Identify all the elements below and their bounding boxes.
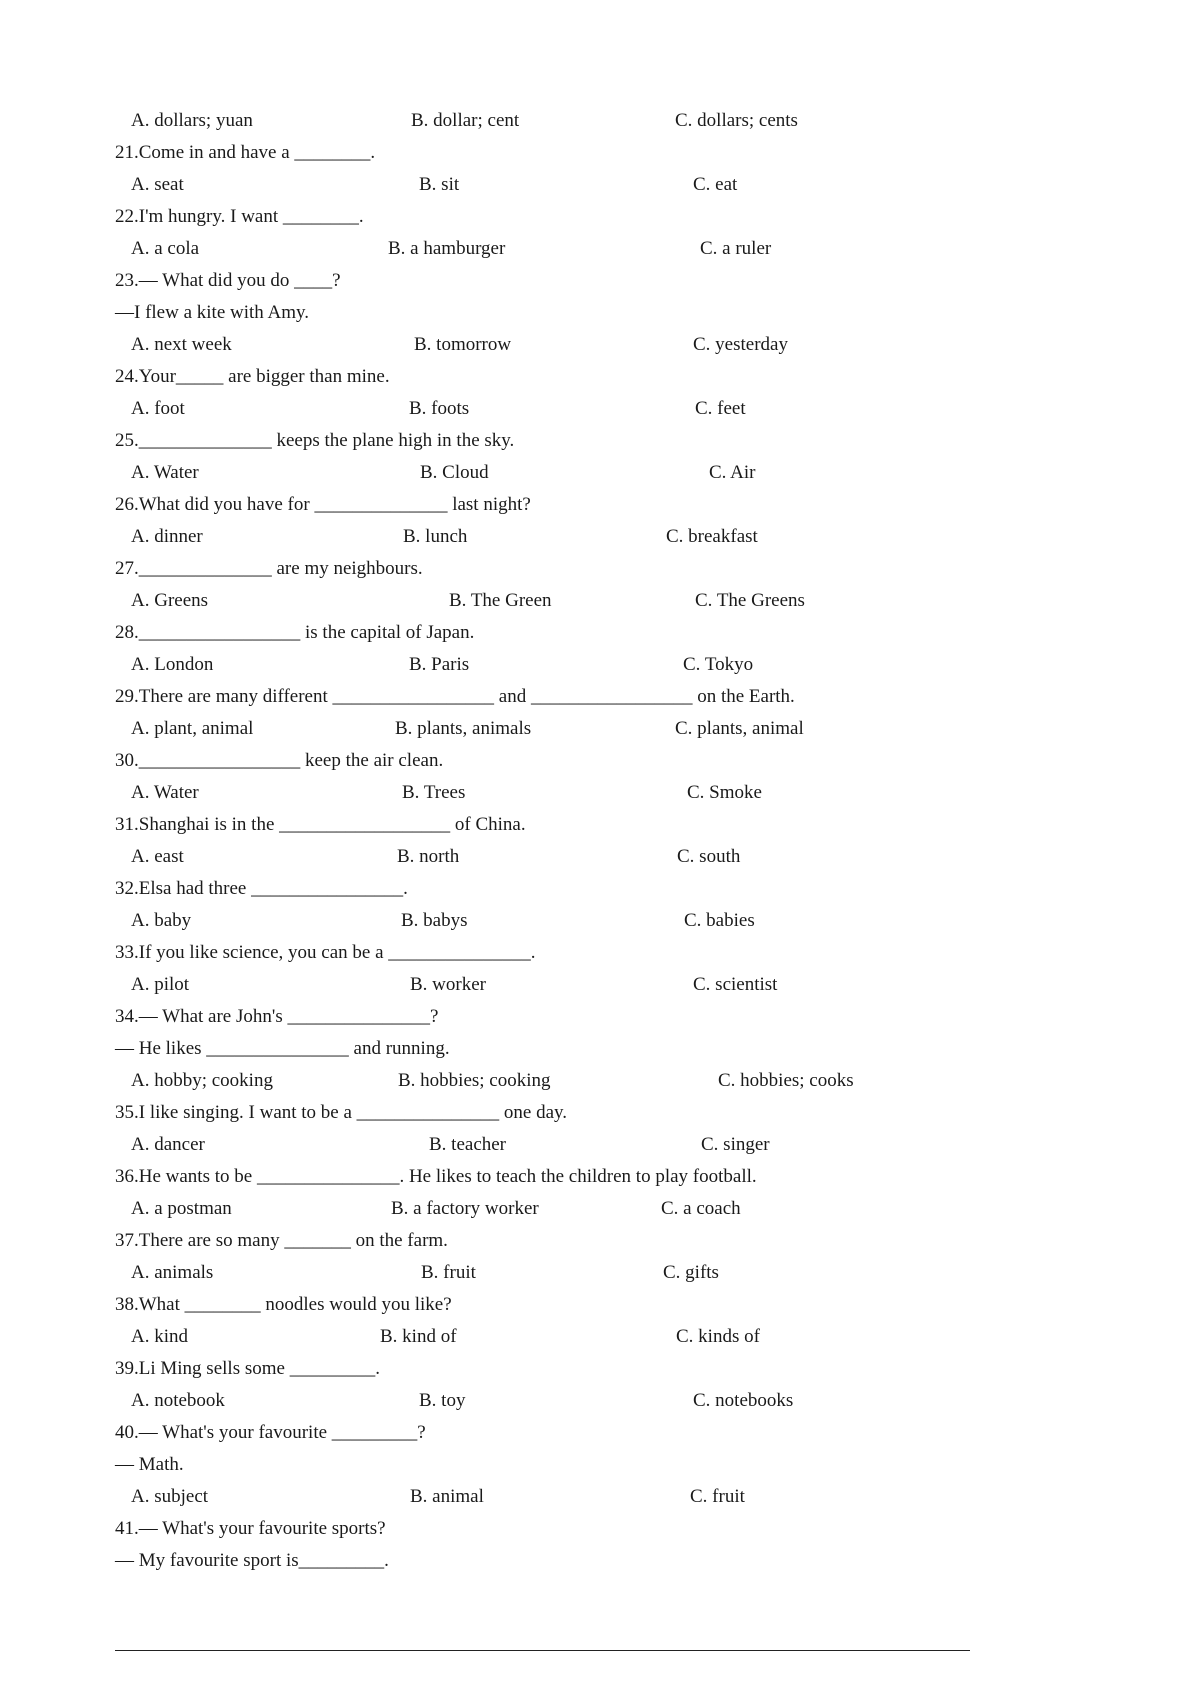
answer-option-a: A. London xyxy=(131,654,214,675)
answer-option-b: B. worker xyxy=(410,974,486,995)
answer-option-b: B. north xyxy=(397,846,460,867)
answer-option-c: C. a coach xyxy=(661,1198,741,1219)
answer-option-c: C. kinds of xyxy=(676,1326,760,1347)
question-line: 27.______________ are my neighbours. xyxy=(115,558,423,579)
question-line: 31.Shanghai is in the __________________ of China. xyxy=(115,814,526,835)
answer-option-c: C. Smoke xyxy=(687,782,762,803)
answer-option-a: A. hobby; cooking xyxy=(131,1070,273,1091)
answer-option-b: B. foots xyxy=(409,398,470,419)
answer-option-b: B. a factory worker xyxy=(391,1198,539,1219)
answer-option-a: A. animals xyxy=(131,1262,214,1283)
answer-option-c: C. scientist xyxy=(693,974,778,995)
answer-option-a: A. dancer xyxy=(131,1134,205,1155)
answer-option-b: B. toy xyxy=(419,1390,466,1411)
answer-option-b: B. kind of xyxy=(380,1326,457,1347)
answer-option-c: C. singer xyxy=(701,1134,770,1155)
answer-option-c: C. eat xyxy=(693,174,738,195)
answer-option-c: C. a ruler xyxy=(700,238,772,259)
answer-option-b: B. tomorrow xyxy=(414,334,512,355)
question-line: 21.Come in and have a ________. xyxy=(115,142,376,163)
answer-option-c: C. Air xyxy=(709,462,756,483)
answer-option-c: C. gifts xyxy=(663,1262,719,1283)
answer-option-b: B. Cloud xyxy=(420,462,489,483)
answer-option-c: C. south xyxy=(677,846,741,867)
question-line: 29.There are many different _________________ and _________________ on the Earth. xyxy=(115,686,795,707)
answer-option-a: A. subject xyxy=(131,1486,209,1507)
answer-option-b: B. lunch xyxy=(403,526,468,547)
answer-option-c: C. The Greens xyxy=(695,590,805,611)
footer-rule xyxy=(115,1650,970,1651)
question-line: 40.— What's your favourite _________? xyxy=(115,1422,426,1443)
question-line: 25.______________ keeps the plane high in the sky. xyxy=(115,430,515,451)
answer-option-b: B. dollar; cent xyxy=(411,110,520,131)
answer-option-a: A. next week xyxy=(131,334,232,355)
answer-option-a: A. a postman xyxy=(131,1198,232,1219)
answer-option-a: A. Water xyxy=(131,462,199,483)
question-line: 33.If you like science, you can be a _______________. xyxy=(115,942,536,963)
answer-option-b: B. babys xyxy=(401,910,468,931)
answer-option-b: B. Paris xyxy=(409,654,470,675)
answer-option-a: A. east xyxy=(131,846,184,867)
answer-option-a: A. Greens xyxy=(131,590,209,611)
question-line: 22.I'm hungry. I want ________. xyxy=(115,206,364,227)
question-line: 36.He wants to be _______________. He likes to teach the children to play football. xyxy=(115,1166,757,1187)
answer-option-b: B. animal xyxy=(410,1486,484,1507)
answer-option-a: A. a cola xyxy=(131,238,200,259)
answer-option-a: A. notebook xyxy=(131,1390,225,1411)
answer-option-b: B. The Green xyxy=(449,590,552,611)
question-line: — Math. xyxy=(115,1454,184,1475)
question-line: 34.— What are John's _______________? xyxy=(115,1006,439,1027)
question-line: 39.Li Ming sells some _________. xyxy=(115,1358,380,1379)
answer-option-b: B. a hamburger xyxy=(388,238,506,259)
question-line: 38.What ________ noodles would you like? xyxy=(115,1294,452,1315)
question-line: 41.— What's your favourite sports? xyxy=(115,1518,386,1539)
answer-option-a: A. plant, animal xyxy=(131,718,254,739)
answer-option-b: B. fruit xyxy=(421,1262,476,1283)
answer-option-a: A. dinner xyxy=(131,526,203,547)
answer-option-b: B. teacher xyxy=(429,1134,507,1155)
answer-option-a: A. dollars; yuan xyxy=(131,110,253,131)
answer-option-c: C. hobbies; cooks xyxy=(718,1070,854,1091)
answer-option-c: C. dollars; cents xyxy=(675,110,798,131)
question-line: — My favourite sport is_________. xyxy=(115,1550,389,1571)
question-line: 30._________________ keep the air clean. xyxy=(115,750,444,771)
question-line: 32.Elsa had three ________________. xyxy=(115,878,408,899)
answer-option-a: A. baby xyxy=(131,910,192,931)
answer-option-a: A. foot xyxy=(131,398,185,419)
question-line: 24.Your_____ are bigger than mine. xyxy=(115,366,390,387)
answer-option-c: C. plants, animal xyxy=(675,718,804,739)
answer-option-b: B. Trees xyxy=(402,782,466,803)
answer-option-c: C. fruit xyxy=(690,1486,745,1507)
question-line: 26.What did you have for ______________ last night? xyxy=(115,494,531,515)
question-line: 28._________________ is the capital of Japan. xyxy=(115,622,475,643)
question-line: — He likes _______________ and running. xyxy=(115,1038,450,1059)
answer-option-c: C. feet xyxy=(695,398,746,419)
answer-option-a: A. Water xyxy=(131,782,199,803)
answer-option-c: C. breakfast xyxy=(666,526,758,547)
answer-option-c: C. babies xyxy=(684,910,755,931)
answer-option-c: C. notebooks xyxy=(693,1390,794,1411)
question-line: 37.There are so many _______ on the farm. xyxy=(115,1230,448,1251)
answer-option-b: B. sit xyxy=(419,174,460,195)
answer-option-b: B. hobbies; cooking xyxy=(398,1070,551,1091)
question-line: 23.— What did you do ____? xyxy=(115,270,341,291)
question-line: 35.I like singing. I want to be a _______________ one day. xyxy=(115,1102,568,1123)
question-line: —I flew a kite with Amy. xyxy=(115,302,310,323)
answer-option-b: B. plants, animals xyxy=(395,718,532,739)
answer-option-c: C. Tokyo xyxy=(683,654,754,675)
answer-option-a: A. kind xyxy=(131,1326,188,1347)
answer-option-a: A. pilot xyxy=(131,974,190,995)
answer-option-a: A. seat xyxy=(131,174,184,195)
answer-option-c: C. yesterday xyxy=(693,334,788,355)
